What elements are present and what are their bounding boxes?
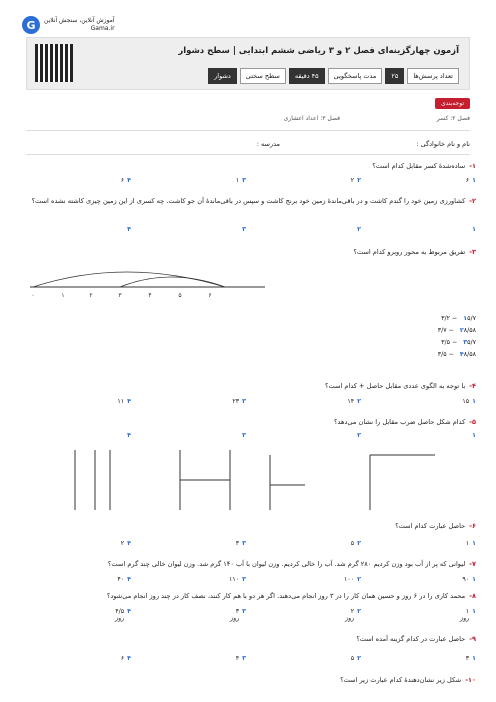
level-value: دشوار [208,68,237,84]
time-label: مدت پاسخگویی [328,68,383,84]
svg-text:۵: ۵ [178,292,182,299]
q-count: ۲۵ [385,68,404,84]
level-label: سطح سختی [240,68,286,84]
divider [26,130,470,131]
options-3: ۱۵/۷ − ۳/۲ ۲۸/۵۸ − ۳/۷ ۳۵/۷ − ۳/۵ ۴۸/۵۸ − ۳/۵ [437,315,476,358]
brand-line1: آموزش آنلاین، سنجش آنلاین [44,17,115,24]
time-value: ۴۵ دقیقه [289,68,325,84]
q-count-label: تعداد پرسش‌ها [407,68,459,84]
svg-text:۱: ۱ [61,292,65,299]
number-line [25,262,270,302]
question-4: ۴-با توجه به الگوی عددی مقابل حاصل + کدام است؟ [324,382,476,390]
brand [22,16,115,34]
section-tag: توجه‌بندی [435,98,470,109]
question-5: ۵-کدام شکل حاصل ضرب مقابل را نشان می‌دهد؟ [334,418,476,426]
exam-header [26,37,470,90]
divider [26,154,470,155]
exam-page: G آموزش آنلاین، سنجش آنلاین Gama.ir آزمون چهارگزینه‌ای فصل ۲ و ۳ ریاضی ششم ابتدایی | سطح دشوار تعداد پرسش‌ها ۲۵ مدت پاسخگویی ۴۵ دقیقه سطح سختی دشوار توجه‌بندی فصل ۲: کسر فصل ۳: اعداد اعشاری نام و نام خانوادگی : مدرسه : ۱-ساده‌شدهٔ کسر مقابل کدام است؟ ۱ ۶ ۲ ۲ ۳ ۱ ۴ ۶ ۲-کشاورزی زمین خود را گندم کاشت و در باقی‌ماندهٔ زمین خود برنج کاشت و سپس در باقی‌ماندهٔ آن جو کاشت. چه کسری از این زمین چیزی کاشته نشده است؟ ۱ ۲ ۳ ۴ ۳-تفریق مربوط به محور روبرو کدام است؟ ۰ ۱ ۲ ۳ ۴ ۵ ۶ ۱۵/۷ − ۳/۲ ۲۸/۵۸ − ۳/۷ ۳۵/۷ − ۳/۵ ۴۸/۵۸ − ۳/۵ ۴-با توجه به الگوی عددی مقابل حاصل + کدام است؟ ۱ ۱۵ ۲ ۱۴ ۳ ۲۳ ۴ ۱۱ ۵-کدام شکل حاصل ضرب مقابل را نشان می‌دهد؟ ۱ ۲ ۳ ۴ ۶-حاصل عبارت کدام است؟ ۱ ۱ ۲ ۵ ۳ ۳ ۴ ۲ ۷-لیوانی که پر از آب بود وزن کردیم ۲۸۰ گرم شد. آب را خالی کردیم. وزن لیوان با آب ۱۴۰ گرم شد. وزن لیوان خالی چند گرم است؟ ۱ ۹۰ ۲ ۱۰۰ ۳ ۱۱۰ ۴ ۴۰ ۸-محمد کاری را در ۶ روز و حسین همان کار را در ۳ روز انجام می‌دهند. اگر هر دو با هم کار کنند، نصف کار در چند روز انجام می‌شود؟ ۱ ۱ روز ۲ ۲ روز ۳ ۳ روز ۴ ۴/۵ روز ۹-حاصل عبارت در کدام گزینه آمده است؟ ۱ ۳ ۲ ۵ ۳ ۴ ۴ ۶ ۱۰-شکل زیر نشان‌دهندهٔ کدام عبارت زیر است؟ [0,0,496,702]
q5-figures [60,440,460,515]
svg-text:۳: ۳ [118,292,122,299]
exam-title: آزمون چهارگزینه‌ای فصل ۲ و ۳ ریاضی ششم ابتدایی | سطح دشوار [178,46,459,56]
svg-text:۴: ۴ [148,292,152,299]
question-1: ۱-ساده‌شدهٔ کسر مقابل کدام است؟ [372,162,476,170]
exam-meta [208,68,459,84]
chapter-2: فصل ۲: کسر [436,115,470,122]
question-7: ۷-لیوانی که پر از آب بود وزن کردیم ۲۸۰ گرم شد. آب را خالی کردیم. وزن لیوان با آب ۱۴۰ گرم شد. وزن لیوان خالی چند گرم است؟ [107,560,476,568]
svg-text:۲: ۲ [89,292,93,299]
question-3: ۳-تفریق مربوط به محور روبرو کدام است؟ [353,248,476,256]
question-6: ۶-حاصل عبارت کدام است؟ [395,522,476,530]
chapter-3: فصل ۳: اعداد اعشاری [283,115,340,122]
question-10: ۱۰-شکل زیر نشان‌دهندهٔ کدام عبارت زیر است؟ [340,676,476,684]
svg-text:۶: ۶ [208,292,212,299]
brand-line2: Gama.ir [90,25,115,32]
name-field: نام و نام خانوادگی : [416,140,470,148]
svg-text:۰: ۰ [31,292,35,299]
question-2: ۲-کشاورزی زمین خود را گندم کاشت و در باقی‌ماندهٔ زمین خود برنج کاشت و سپس در باقی‌ماندهٔ آن جو کاشت. چه کسری از این زمین چیزی کاشته نشده است؟ [31,197,476,205]
school-field: مدرسه : [256,140,280,148]
question-9: ۹-حاصل عبارت در کدام گزینه آمده است؟ [356,635,476,643]
question-8: ۸-محمد کاری را در ۶ روز و حسین همان کار را در ۳ روز انجام می‌دهند. اگر هر دو با هم کار کنند، نصف کار در چند روز انجام می‌شود؟ [106,592,476,600]
qr-code-icon [35,44,73,82]
gama-logo-icon: G [22,16,40,34]
